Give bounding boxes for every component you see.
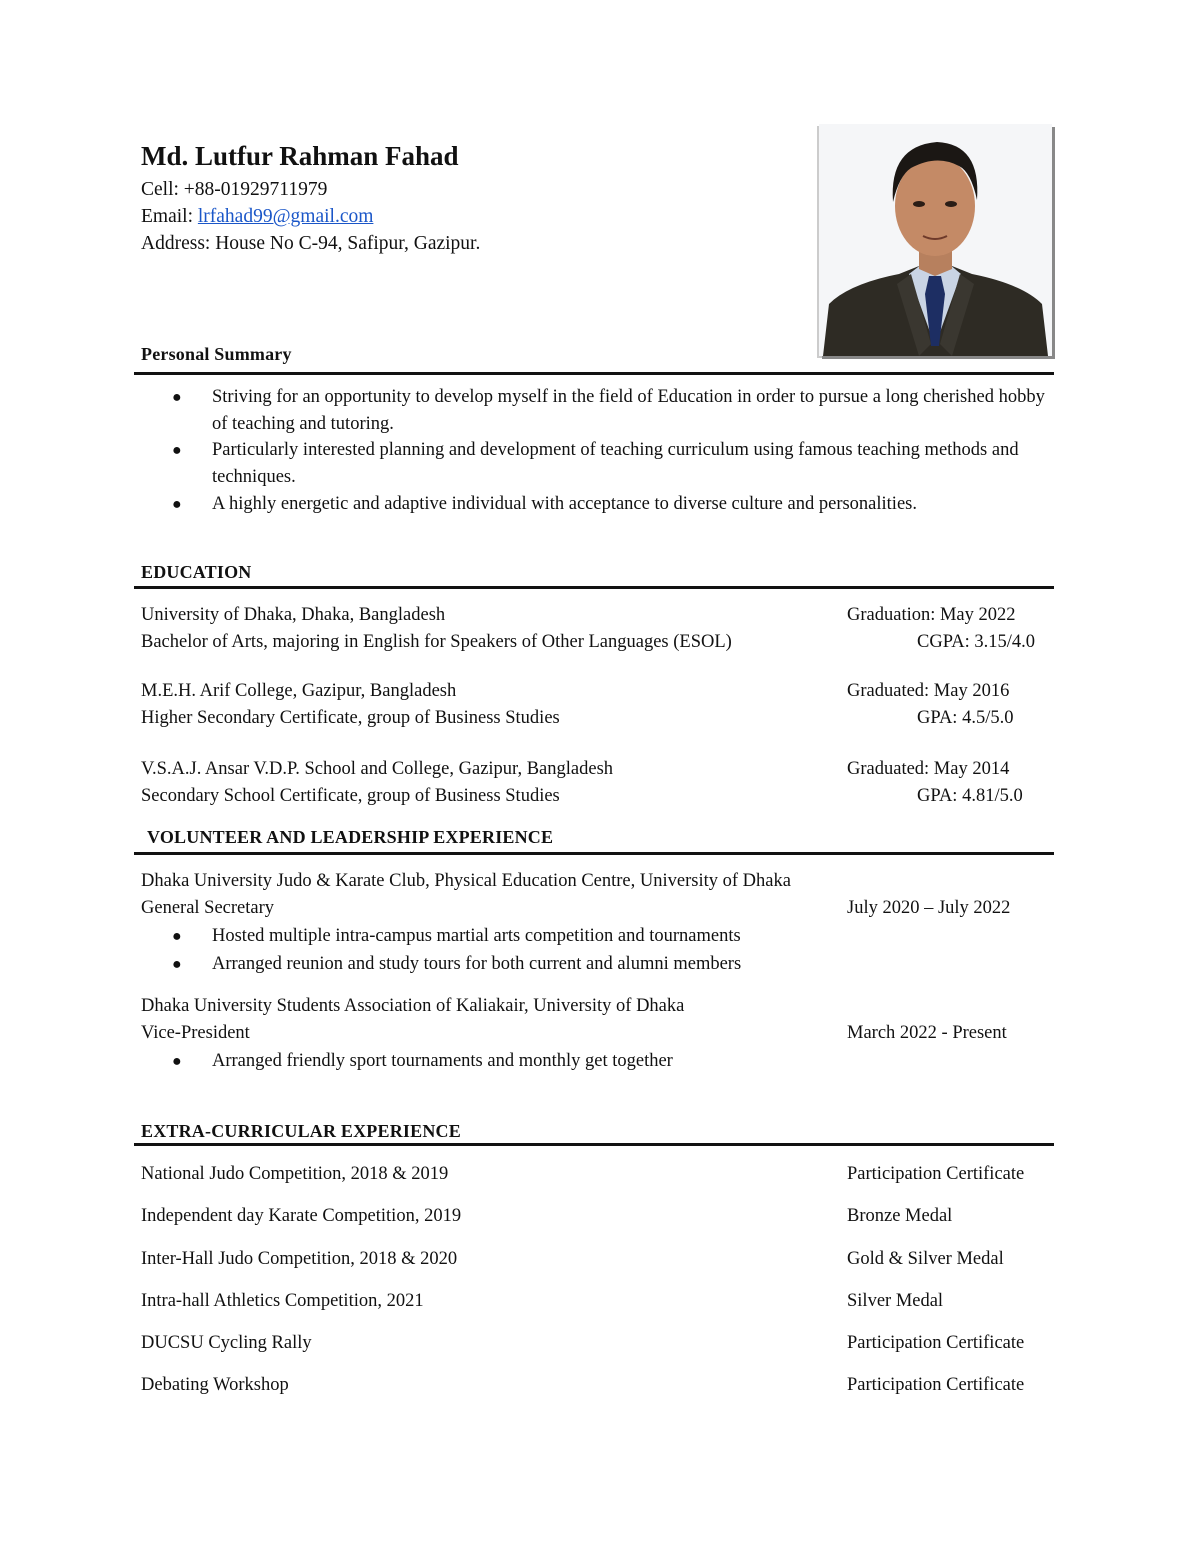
school-name: V.S.A.J. Ansar V.D.P. School and College, Gazipur, Bangladesh: [141, 759, 614, 779]
volunteer-role-row: [141, 1020, 1061, 1047]
email-link[interactable]: lrfahad99@gmail.com: [197, 206, 374, 227]
summary-title: Personal Summary: [141, 344, 292, 364]
cell-number: +88-01929711979: [183, 179, 328, 200]
applicant-name: Md. Lutfur Rahman Fahad: [141, 141, 459, 171]
grade: GPA: 4.5/5.0: [917, 708, 1014, 728]
award: Participation Certificate: [847, 1333, 1025, 1353]
volunteer-org: Dhaka University Students Association of Kaliakair, University of Dhaka: [141, 996, 685, 1016]
extra-item: [141, 1161, 1061, 1188]
profile-photo: [819, 124, 1052, 356]
event: Intra-hall Athletics Competition, 2021: [141, 1291, 424, 1311]
graduation-date: Graduated: May 2014: [847, 759, 1010, 779]
degree: Higher Secondary Certificate, group of Business Studies: [141, 708, 560, 728]
section-divider: [134, 1143, 1054, 1146]
award: Participation Certificate: [847, 1375, 1025, 1395]
extra-item: [141, 1330, 1061, 1357]
education-entry-row: [141, 756, 1061, 783]
school-name: University of Dhaka, Dhaka, Bangladesh: [141, 605, 446, 625]
volunteer-org: Dhaka University Judo & Karate Club, Physical Education Centre, University of Dhaka: [141, 871, 791, 891]
role: Vice-President: [141, 1023, 250, 1043]
event: Independent day Karate Competition, 2019: [141, 1206, 462, 1226]
award: Gold & Silver Medal: [847, 1249, 1004, 1269]
bullet-icon: ●: [172, 389, 182, 406]
address-value: House No C-94, Safipur, Gazipur.: [215, 233, 481, 254]
education-degree-row: [141, 783, 1061, 810]
section-divider: [134, 372, 1054, 375]
cell-line: Cell: +88-01929711979: [141, 179, 328, 200]
extra-item: [141, 1288, 1061, 1315]
bullet-icon: ●: [172, 1053, 182, 1070]
education-title: EDUCATION: [141, 562, 252, 582]
education-degree-row: [141, 629, 1061, 656]
extra-item: [141, 1372, 1061, 1399]
grade: GPA: 4.81/5.0: [917, 786, 1023, 806]
extra-item: [141, 1246, 1061, 1273]
degree: Bachelor of Arts, majoring in English for Speakers of Other Languages (ESOL): [141, 632, 732, 652]
event: Inter-Hall Judo Competition, 2018 & 2020: [141, 1249, 458, 1269]
role: General Secretary: [141, 898, 275, 918]
extra-title: EXTRA-CURRICULAR EXPERIENCE: [141, 1121, 461, 1141]
award: Bronze Medal: [847, 1206, 953, 1226]
email-line: Email: lrfahad99@gmail.com: [141, 206, 374, 227]
degree: Secondary School Certificate, group of Business Studies: [141, 786, 560, 806]
bullet-icon: ●: [172, 442, 182, 459]
bullet-icon: ●: [172, 496, 182, 513]
award: Participation Certificate: [847, 1164, 1025, 1184]
graduation-date: Graduation: May 2022: [847, 605, 1016, 625]
extra-item: [141, 1203, 1061, 1230]
award: Silver Medal: [847, 1291, 944, 1311]
event: DUCSU Cycling Rally: [141, 1333, 312, 1353]
grade: CGPA: 3.15/4.0: [917, 632, 1036, 652]
education-entry-row: [141, 678, 1061, 705]
bullet-icon: ●: [172, 956, 182, 973]
period: July 2020 – July 2022: [847, 898, 1011, 918]
volunteer-title: VOLUNTEER AND LEADERSHIP EXPERIENCE: [147, 827, 554, 847]
section-divider: [134, 852, 1054, 855]
person-portrait-icon: [819, 124, 1052, 356]
event: Debating Workshop: [141, 1375, 289, 1395]
period: March 2022 - Present: [847, 1023, 1007, 1043]
graduation-date: Graduated: May 2016: [847, 681, 1010, 701]
education-entry-row: [141, 602, 1061, 629]
address-line: Address: House No C-94, Safipur, Gazipur.: [141, 233, 481, 254]
event: National Judo Competition, 2018 & 2019: [141, 1164, 449, 1184]
bullet-icon: ●: [172, 928, 182, 945]
volunteer-role-row: [141, 895, 1061, 922]
school-name: M.E.H. Arif College, Gazipur, Bangladesh: [141, 681, 457, 701]
education-degree-row: [141, 705, 1061, 732]
section-divider: [134, 586, 1054, 589]
